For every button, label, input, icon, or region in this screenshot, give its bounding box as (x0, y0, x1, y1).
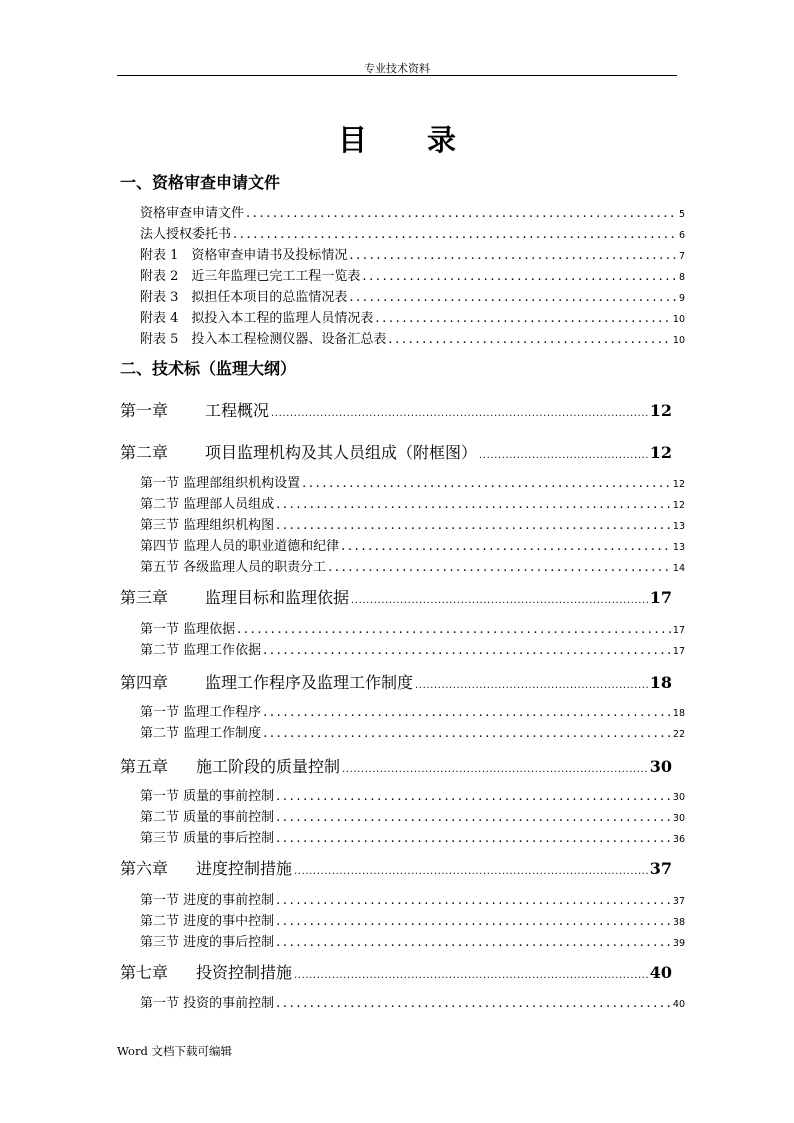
title-char-right: 录 (427, 123, 457, 157)
chapter-number: 第三章 (120, 588, 169, 607)
toc-section-label: 第四节 监理人员的职业道德和纪律 (140, 539, 340, 554)
toc-entry-page: 9 (678, 293, 685, 304)
chapter-title: 项目监理机构及其人员组成（附框图） (205, 443, 478, 462)
header-rule (117, 75, 677, 76)
chapter-page: 12 (649, 401, 672, 420)
toc-entry[interactable] (140, 202, 685, 223)
section-title-technical: 二、技术标（监理大纲） (120, 359, 297, 378)
toc-section[interactable] (140, 701, 685, 722)
toc-section[interactable] (140, 514, 685, 535)
chapter-number: 第七章 (120, 963, 169, 982)
chapter-title: 监理目标和监理依据 (205, 588, 350, 607)
toc-entry-label: 附表 3 拟担任本项目的总监情况表 (140, 290, 348, 305)
toc-chapter[interactable] (120, 754, 672, 780)
toc-chapter[interactable] (120, 856, 672, 882)
chapter-number: 第一章 (120, 401, 169, 420)
chapter-number: 第四章 (120, 673, 169, 692)
page-header-text: 专业技术资料 (364, 62, 430, 75)
toc-entry-page: 7 (678, 251, 685, 262)
toc-section-page: 13 (672, 542, 685, 553)
toc-section-label: 第二节 进度的事中控制 (140, 914, 275, 929)
title-char-left: 目 (337, 123, 367, 157)
chapter-number: 第六章 (120, 859, 169, 878)
toc-section-page: 39 (672, 938, 685, 949)
toc-section-label: 第五节 各级监理人员的职责分工 (140, 560, 327, 575)
chapter-number: 第五章 (120, 757, 169, 776)
toc-section[interactable] (140, 493, 685, 514)
toc-section[interactable] (140, 556, 685, 577)
toc-entry[interactable] (140, 244, 685, 265)
toc-entry[interactable] (140, 307, 685, 328)
toc-section[interactable] (140, 472, 685, 493)
toc-entry[interactable] (140, 265, 685, 286)
toc-section-page: 17 (672, 625, 685, 636)
toc-section-page: 22 (672, 729, 685, 740)
chapter-page: 12 (649, 443, 672, 462)
toc-entry-label: 附表 2 近三年监理已完工工程一览表 (140, 269, 361, 284)
toc-section-label: 第三节 监理组织机构图 (140, 518, 275, 533)
toc-chapter[interactable] (120, 398, 672, 424)
chapter-title: 施工阶段的质量控制 (196, 757, 341, 776)
chapter-number: 第二章 (120, 443, 169, 462)
toc-chapter[interactable] (120, 585, 672, 611)
toc-entry-page: 5 (678, 209, 685, 220)
toc-section-label: 第三节 进度的事后控制 (140, 935, 275, 950)
toc-section-label: 第一节 质量的事前控制 (140, 789, 275, 804)
chapter-page: 37 (649, 859, 672, 878)
toc-section-label: 第一节 监理部组织机构设置 (140, 476, 301, 491)
toc-section-page: 12 (672, 479, 685, 490)
toc-section[interactable] (140, 931, 685, 952)
toc-section-page: 36 (672, 834, 685, 845)
chapter-page: 40 (649, 963, 672, 982)
chapter-title: 进度控制措施 (196, 859, 293, 878)
toc-section-label: 第三节 质量的事后控制 (140, 831, 275, 846)
toc-section[interactable] (140, 910, 685, 931)
toc-section-label: 第一节 监理依据 (140, 622, 236, 637)
toc-entry-label: 附表 1 资格审查申请书及投标情况 (140, 248, 348, 263)
toc-entry-label: 法人授权委托书 (140, 227, 232, 242)
toc-section-page: 14 (672, 563, 685, 574)
toc-section[interactable] (140, 827, 685, 848)
toc-section-label: 第二节 质量的事前控制 (140, 810, 275, 825)
toc-entry[interactable] (140, 223, 685, 244)
chapter-page: 30 (649, 757, 672, 776)
toc-section-page: 40 (672, 999, 685, 1010)
toc-entry-page: 6 (678, 230, 685, 241)
toc-chapter[interactable] (120, 960, 672, 986)
toc-section-page: 18 (672, 708, 685, 719)
toc-entry[interactable] (140, 328, 685, 349)
toc-section-label: 第一节 监理工作程序 (140, 705, 262, 720)
toc-section-label: 第一节 进度的事前控制 (140, 893, 275, 908)
section-title-qualification: 一、资格审查申请文件 (120, 173, 281, 192)
toc-section-page: 12 (672, 500, 685, 511)
chapter-title: 投资控制措施 (196, 963, 293, 982)
toc-entry-page: 10 (672, 335, 685, 346)
toc-section-page: 37 (672, 896, 685, 907)
chapter-page: 17 (649, 588, 672, 607)
toc-section[interactable] (140, 785, 685, 806)
toc-entry[interactable] (140, 286, 685, 307)
toc-section[interactable] (140, 992, 685, 1013)
toc-section[interactable] (140, 535, 685, 556)
page-footer-text: Word 文档下载可编辑 (117, 1044, 232, 1058)
chapter-title: 监理工作程序及监理工作制度 (205, 673, 414, 692)
toc-entry-label: 附表 4 拟投入本工程的监理人员情况表 (140, 311, 374, 326)
toc-section-page: 30 (672, 813, 685, 824)
toc-entry-page: 8 (678, 272, 685, 283)
toc-section-label: 第一节 投资的事前控制 (140, 996, 275, 1011)
toc-chapter[interactable] (120, 440, 672, 466)
toc-section[interactable] (140, 722, 685, 743)
toc-section-label: 第二节 监理工作制度 (140, 726, 262, 741)
toc-entry-label: 附表 5 投入本工程检测仪器、设备汇总表 (140, 332, 387, 347)
toc-entry-label: 资格审查申请文件 (140, 206, 245, 221)
toc-section[interactable] (140, 806, 685, 827)
toc-section-page: 17 (672, 646, 685, 657)
toc-entry-page: 10 (672, 314, 685, 325)
chapter-page: 18 (649, 673, 672, 692)
toc-chapter[interactable] (120, 670, 672, 696)
toc-section-page: 13 (672, 521, 685, 532)
toc-section-page: 38 (672, 917, 685, 928)
toc-section[interactable] (140, 889, 685, 910)
toc-section-label: 第二节 监理工作依据 (140, 643, 262, 658)
toc-section-page: 30 (672, 792, 685, 803)
document-title (0, 118, 794, 159)
toc-section[interactable] (140, 618, 685, 639)
toc-section[interactable] (140, 639, 685, 660)
toc-section-label: 第二节 监理部人员组成 (140, 497, 275, 512)
chapter-title: 工程概况 (205, 401, 270, 420)
